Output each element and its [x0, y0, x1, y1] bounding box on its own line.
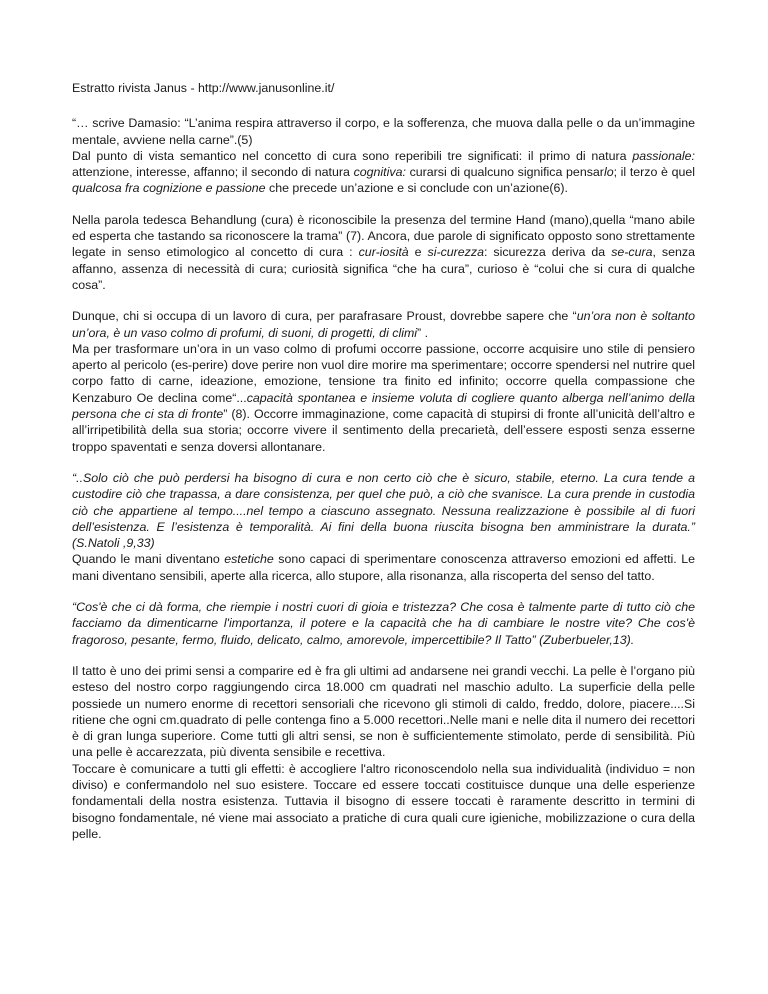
paragraph-touch-sense: Il tatto è uno dei primi sensi a comparire ed è fra gli ultimi ad andarsene nei grandi vecchi. La pelle è l’organo più esteso del nostro corpo raggiungendo circa 18.000 cm quadrati nel maschio adulto. La superficie della pelle possiede un numero enorme di recettori sensoriali che ricevono gli stimoli di caldo, freddo, dolore, piacere....Si ritiene che ogni cm.quadrato di pelle contenga fino a 5.000 recettori..Nelle mani e nelle dita il numero dei recettori è di gran lunga superiore. Come tutti gli altri sensi, se non è sufficientemente stimolato, perde di sensibilità. Più una pelle è accarezzata, più diventa sensibile e recettiva.: [72, 663, 695, 760]
paragraph-touch-communication: Toccare è comunicare a tutti gli effetti: è accogliere l'altro riconoscendolo nella sua individualità (individuo = non diviso) e confermandolo nel suo esistere. Toccare ed essere toccati costituisce dunque una delle esperienze fondamentali della nostra esistenza. Tuttavia il bisogno di essere toccati è raramente descritto in termini di bisogno fondamentale, né viene mai associato a pratiche di cura quali cure igieniche, mobilizzazione o cura della pelle.: [72, 761, 695, 841]
paragraph-behandlung: Nella parola tedesca Behandlung (cura) è riconoscibile la presenza del termine Hand (mano),quella “mano abile ed esperta che tastando sa riconoscere la trama” (7). Ancora, due parole di significato opposto sono strettamente legate in senso etimologico al concetto di cura : cur-iosità e si-curezza: sicurezza deriva da se-cura, senza affanno, assenza di necessità di cura; curiosità significa “che ha cura”, curioso è “colui che si cura di qualche cosa”.: [72, 212, 695, 292]
paragraph-natoli-quote: “..Solo ciò che può perdersi ha bisogno di cura e non certo ciò che è sicuro, stabile, eterno. La cura tende a custodire ciò che trapassa, a dare consistenza, per quel che può, a ciò che svanisce. La cura prende in custodia ciò che appartiene al tempo....nel tempo a ciascuno assegnato. Nessuna realizzazione è possibile al di fuori dell’esistenza. E l’esistenza è temporalità. Ai fini della buona riuscita bisogna ben amministrare la durata.” (S.Natoli ,9,33): [72, 470, 695, 551]
paragraph-passion: Ma per trasformare un’ora in un vaso colmo di profumi occorre passione, occorre acquisire uno stile di pensiero aperto al pericolo (es-perire) dove perire non vuol dire morire ma sperimentare; occorre spendersi nel nutrire quel corpo fatto di carne, ideazione, emozione, tensione tra finito ed infinito; occorre quella compassione che Kenzaburo Oe declina come“...capacità spontanea e insieme voluta di cogliere quanto alberga nell’animo della persona che ci sta di fronte” (8). Occorre immaginazione, come capacità di stupirsi di fronte all’unicità dell’altro e all’irripetibilità della sua storia; occorre vivere il sentimento della precarietà, dell’essere esposti senza esserne troppo spaventati e senza doversi allontanare.: [72, 341, 695, 454]
paragraph-group-damasio: [72, 115, 695, 196]
document-page: [72, 80, 695, 857]
source-header: Estratto rivista Janus - http://www.janusonline.it/: [72, 81, 335, 95]
paragraph-damasio-quote: “… scrive Damasio: “L’anima respira attraverso il corpo, e la sofferenza, che muova dalla pelle o da un’immagine mentale, avviene nella carne”.(5): [72, 116, 695, 147]
paragraph-proust: Dunque, chi si occupa di un lavoro di cura, per parafrasare Proust, dovrebbe sapere che “un’ora non è soltanto un’ora, è un vaso colmo di profumi, di suoni, di progetti, di climi” .: [72, 309, 696, 340]
paragraph-semantic-meanings: Dal punto di vista semantico nel concetto di cura sono reperibili tre significati: il primo di natura passionale: attenzione, interesse, affanno; il secondo di natura cognitiva: curarsi di qualcuno significa pensarlo; il terzo è quel qualcosa fra cognizione e passione che precede un’azione e si conclude con un’azione(6).: [72, 148, 695, 196]
paragraph-group-natoli: [72, 470, 695, 584]
paragraph-aesthetic-hands: Quando le mani diventano estetiche sono capaci di sperimentare conoscenza attraverso emozioni ed affetti. Le mani diventano sensibili, aperte alla ricerca, allo stupore, alla risonanza, alla riscoperta del senso del tatto.: [72, 552, 695, 583]
paragraph-group-proust: [72, 308, 695, 455]
paragraph-zuberbueler-quote: “Cos'è che ci dà forma, che riempie i nostri cuori di gioia e tristezza? Che cosa è talmente parte di tutto ciò che facciamo da dimenticarne l'importanza, il potere e la capacità che ha di cambiare le nostre vite? Che cos'è fragoroso, pesante, fermo, fluido, delicato, calmo, amorevole, impercettibile? Il Tatto” (Zuberbueler,13).: [72, 600, 695, 647]
paragraph-group-touch: [72, 663, 695, 842]
